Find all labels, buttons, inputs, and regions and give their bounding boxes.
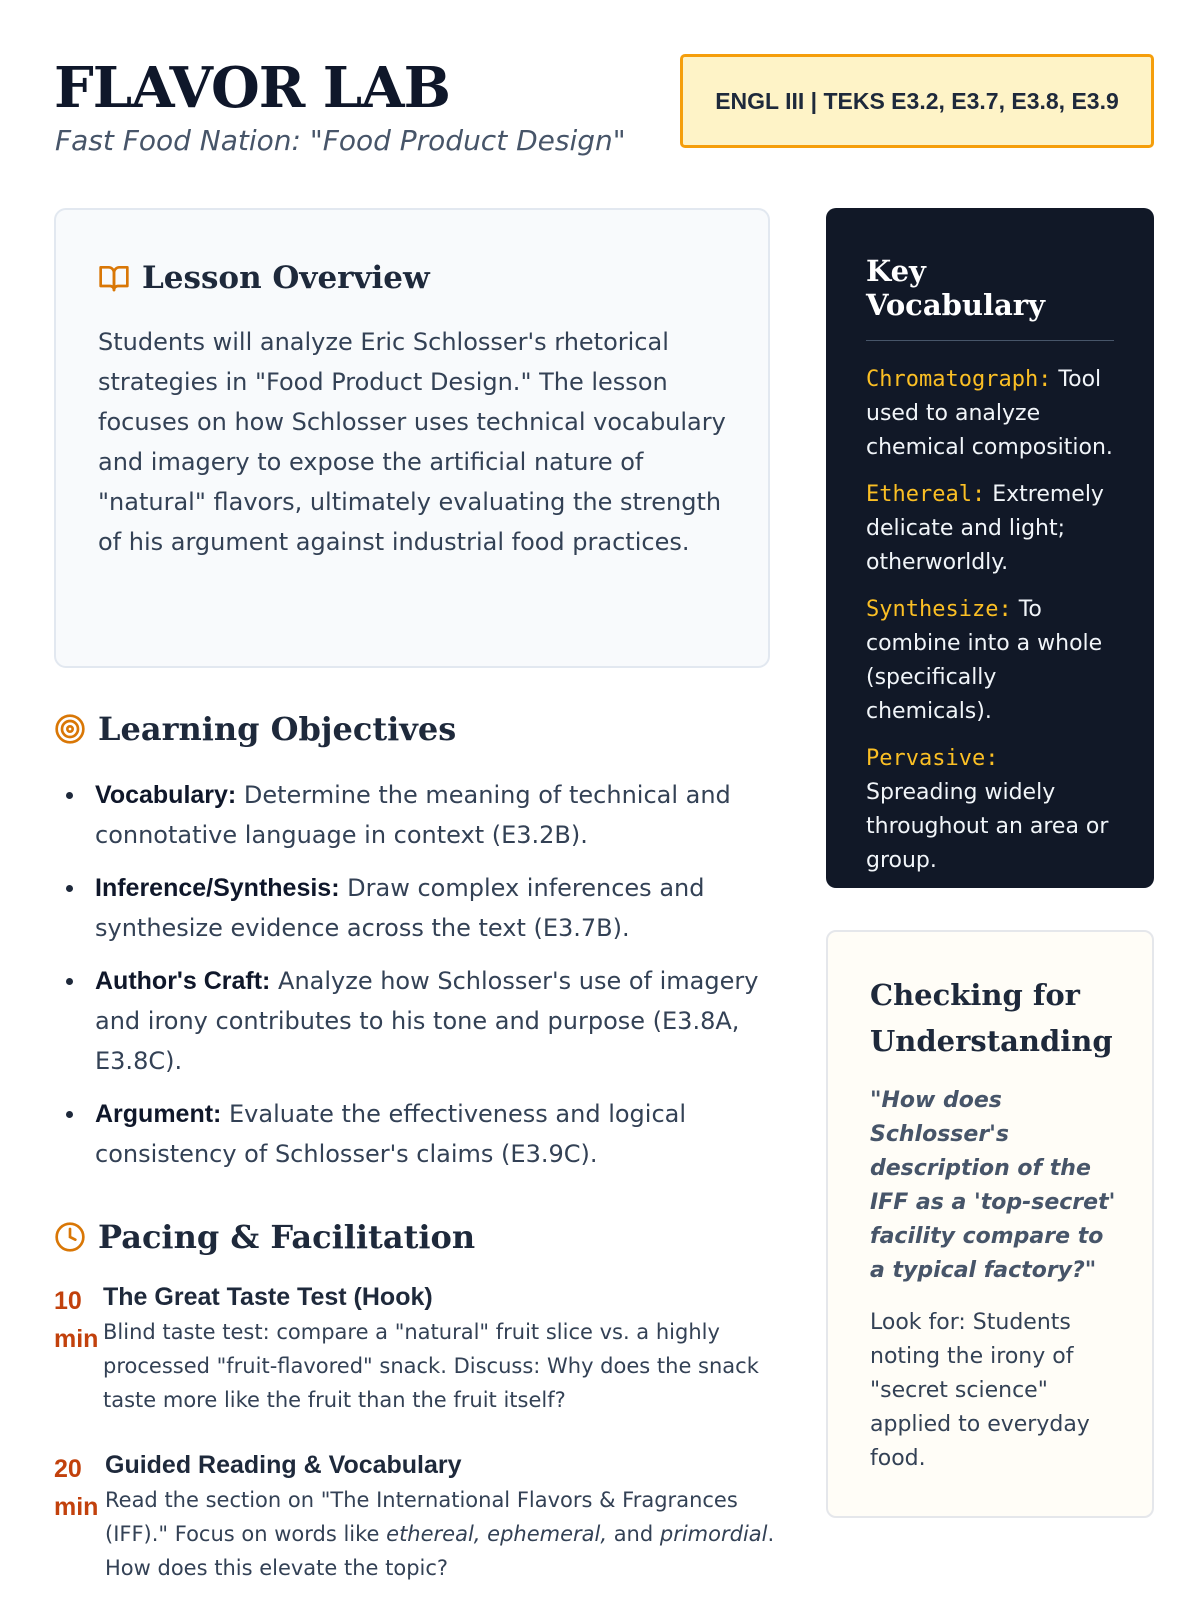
- checking-look-for: Look for: Students noting the irony of "secret science" applied to everyday food.: [870, 1310, 1090, 1471]
- lesson-overview-card: [54, 208, 770, 668]
- vocab-term: Synthesize:: [866, 597, 1012, 622]
- checking-understanding-title: Checking for Understanding: [870, 978, 1113, 1058]
- vocab-item: [866, 478, 1114, 580]
- pacing-content: [105, 1450, 785, 1585]
- page-title: FLAVOR LAB: [54, 55, 450, 121]
- objective-text: Evaluate the effectiveness and logical consistency of Schlosser's claims (E3.9C).: [95, 1100, 687, 1168]
- lesson-overview-text: Students will analyze Eric Schlosser's rhetorical strategies in "Food Product Design." The lesson focuses on how Schlosser uses technical vocabulary and imagery to expose the artificial nature of "natural" flavors, ultimately evaluating the strength of his argument against industrial food practices.: [98, 328, 726, 556]
- vocab-item: [866, 742, 1114, 878]
- vocab-item: [866, 363, 1114, 465]
- vocab-item: [866, 593, 1114, 729]
- pacing-content: [103, 1282, 783, 1417]
- vocab-definition: To combine into a whole (specifically chemicals).: [866, 597, 1103, 724]
- vocab-definition: Tool used to analyze chemical composition.: [866, 367, 1113, 460]
- key-vocabulary-card: [826, 208, 1154, 888]
- vocab-term: Pervasive:: [866, 746, 999, 771]
- objective-label: Inference/Synthesis:: [95, 874, 340, 902]
- target-icon: [54, 713, 86, 745]
- pacing-duration-unit: min: [54, 1325, 99, 1353]
- vocab-term: Ethereal:: [866, 482, 986, 507]
- objective-label: Argument:: [95, 1100, 222, 1128]
- pacing-text-part: . How does this elevate the topic?: [105, 1522, 775, 1580]
- pacing-duration-value: 10: [54, 1287, 82, 1315]
- key-vocabulary-title: Key Vocabulary: [866, 254, 1114, 341]
- objective-text: Draw complex inferences and synthesize evidence across the text (E3.7B).: [95, 874, 705, 942]
- vocab-term: Chromatograph:: [866, 367, 1052, 392]
- pacing-duration: [54, 1282, 106, 1358]
- lesson-overview-header: [98, 260, 430, 296]
- pacing-activity-text: [105, 1483, 785, 1585]
- pacing-activity-text: Blind taste test: compare a "natural" fruit slice vs. a highly processed "fruit-flavored" snack. Discuss: Why does the snack taste more like the fruit than the fruit itself?: [103, 1320, 759, 1412]
- pacing-duration-unit: min: [54, 1493, 99, 1521]
- learning-objectives-header: [54, 710, 456, 748]
- pacing-duration: [54, 1450, 106, 1526]
- list-item: [64, 961, 784, 1081]
- vocab-definition: Spreading widely throughout an area or group.: [866, 780, 1109, 873]
- book-open-icon: [98, 262, 130, 294]
- pacing-text-part: and: [607, 1522, 660, 1546]
- pacing-activity-title: The Great Taste Test (Hook): [103, 1283, 433, 1311]
- pacing-header: [54, 1218, 475, 1256]
- objective-label: Vocabulary:: [95, 781, 237, 809]
- pacing-duration-value: 20: [54, 1455, 82, 1483]
- objective-text: Analyze how Schlosser's use of imagery and irony contributes to his tone and purpose (E3.8A, E3.8C).: [95, 967, 759, 1075]
- standards-badge: ENGL III | TEKS E3.2, E3.7, E3.8, E3.9: [680, 54, 1154, 148]
- list-item: [64, 868, 784, 948]
- list-item: [64, 1094, 784, 1174]
- pacing-text-emphasis: primordial: [659, 1522, 768, 1546]
- vocab-definition: Extremely delicate and light; otherworldly.: [866, 482, 1104, 575]
- checking-understanding-card: [826, 930, 1154, 1518]
- checking-question: "How does Schlosser's description of the IFF as a 'top-secret' facility compare to a typical factory?": [870, 1088, 1116, 1283]
- page-subtitle: Fast Food Nation: "Food Product Design": [55, 124, 626, 157]
- pacing-activity-title: Guided Reading & Vocabulary: [105, 1451, 462, 1479]
- objective-label: Author's Craft:: [95, 967, 271, 995]
- learning-objectives-list: [64, 775, 784, 1187]
- list-item: [64, 775, 784, 855]
- pacing-text-emphasis: ethereal, ephemeral,: [386, 1522, 608, 1546]
- pacing-title: Pacing & Facilitation: [98, 1218, 476, 1256]
- objective-text: Determine the meaning of technical and connotative language in context (E3.2B).: [95, 781, 731, 849]
- lesson-overview-title: Lesson Overview: [142, 260, 430, 296]
- pacing-text-part: Read the section on "The International Flavors & Fragrances (IFF)." Focus on words like: [105, 1488, 738, 1546]
- clock-icon: [54, 1221, 86, 1253]
- learning-objectives-title: Learning Objectives: [98, 710, 457, 748]
